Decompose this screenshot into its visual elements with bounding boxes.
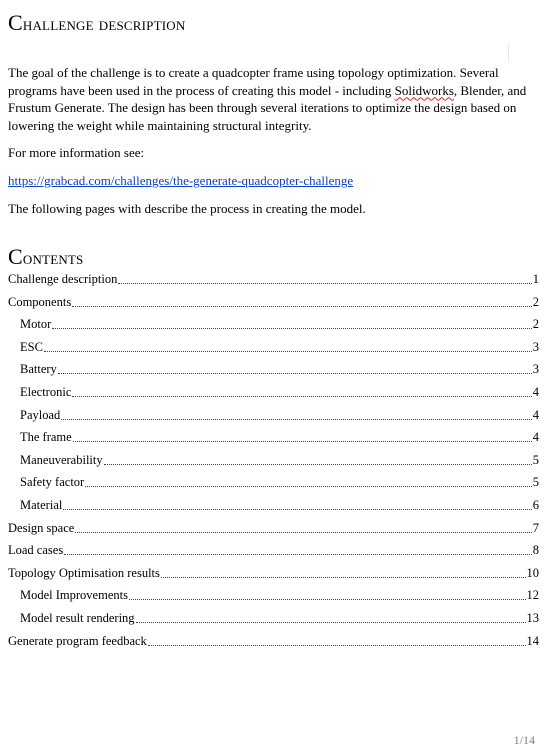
toc-entry-page: 8 — [532, 543, 539, 558]
heading-initial: C — [8, 10, 23, 35]
heading-challenge-description — [8, 10, 185, 36]
toc-entry[interactable] — [8, 293, 539, 311]
toc-entry-title: Material — [20, 498, 63, 512]
toc-entry-title: Model result rendering — [20, 611, 135, 625]
toc-leader-dots — [136, 621, 526, 623]
toc-leader-dots — [129, 598, 526, 600]
heading-contents — [8, 244, 84, 270]
toc-entry-title: Electronic — [20, 385, 72, 399]
toc-entry-page: 10 — [526, 565, 539, 580]
toc-entry[interactable] — [20, 496, 539, 514]
toc-entry-title: Maneuverability — [20, 452, 103, 467]
toc-leader-dots — [58, 372, 532, 374]
toc-entry-page: 13 — [526, 611, 539, 625]
toc-entry[interactable] — [8, 632, 539, 650]
toc-leader-dots — [63, 508, 531, 510]
toc-entry-page: 2 — [532, 294, 539, 309]
toc-entry-page: 5 — [532, 475, 539, 490]
toc-entry-page: 4 — [532, 385, 539, 399]
toc-entry-page: 6 — [532, 498, 539, 512]
following-paragraph: The following pages with describe the process in creating the model. — [8, 201, 366, 216]
toc-entry[interactable] — [20, 315, 539, 333]
toc-entry[interactable] — [8, 541, 539, 559]
challenge-link[interactable]: https://grabcad.com/challenges/the-generate-quadcopter-challenge — [8, 173, 354, 188]
toc-entry-page: 3 — [532, 339, 539, 354]
toc-entry[interactable] — [20, 338, 539, 356]
toc-entry-title: Payload — [20, 407, 61, 422]
toc-entry[interactable] — [20, 473, 539, 491]
more-info-paragraph: For more information see: — [8, 145, 145, 160]
toc-leader-dots — [161, 576, 526, 578]
toc-entry-page: 2 — [532, 317, 539, 332]
spellcheck-flagged-word[interactable]: Solidworks — [394, 82, 454, 98]
toc-leader-dots — [44, 350, 532, 352]
toc-entry[interactable] — [8, 519, 539, 537]
toc-entry-page: 1 — [532, 272, 539, 286]
toc-leader-dots — [75, 531, 531, 533]
toc-entry-page: 3 — [532, 362, 539, 377]
toc-entry[interactable] — [20, 451, 539, 469]
toc-entry-title: Model Improvements — [20, 588, 128, 603]
heading-rest: hallenge description — [22, 14, 186, 35]
toc-leader-dots — [73, 440, 532, 442]
toc-entry[interactable] — [20, 428, 539, 446]
toc-leader-dots — [118, 282, 531, 284]
toc-entry-page: 14 — [526, 633, 539, 648]
toc-entry-title: ESC — [20, 339, 43, 354]
toc-entry-page: 4 — [532, 430, 539, 445]
toc-leader-dots — [85, 485, 532, 487]
toc-entry-title: Topology Optimisation results — [8, 565, 160, 580]
page-number: 1/14 — [513, 733, 535, 747]
toc-entry[interactable] — [20, 406, 539, 424]
toc-leader-dots — [52, 327, 532, 329]
toc-entry-title: Challenge description — [8, 272, 118, 286]
toc-entry-title: Safety factor — [20, 475, 85, 490]
toc-entry[interactable] — [20, 586, 539, 604]
toc-entry-title: Load cases — [8, 543, 64, 558]
toc-entry[interactable] — [8, 270, 539, 288]
toc-entry-title: The frame — [20, 430, 72, 445]
toc-leader-dots — [61, 418, 531, 420]
heading-rest: ontents — [22, 248, 84, 269]
toc-entry[interactable] — [8, 564, 539, 582]
margin-mark — [508, 44, 509, 62]
toc-entry-title: Generate program feedback — [8, 633, 147, 648]
toc-entry-title: Components — [8, 294, 72, 309]
intro-text-before: The goal of the challenge is to create a quadcopter frame using topology optimization. Several programs have been used in the process of creating this model - including — [8, 65, 499, 98]
toc-entry-page: 7 — [532, 520, 539, 535]
toc-leader-dots — [148, 644, 526, 646]
toc-leader-dots — [72, 305, 532, 307]
toc-entry-title: Motor — [20, 317, 52, 332]
toc-entry-title: Design space — [8, 520, 75, 535]
intro-paragraph — [8, 64, 542, 134]
toc-entry-title: Battery — [20, 362, 57, 377]
toc-entry[interactable] — [20, 383, 539, 401]
toc-leader-dots — [64, 553, 532, 555]
toc-entry-page: 4 — [532, 407, 539, 422]
toc-entry[interactable] — [20, 609, 539, 627]
heading-initial: C — [8, 244, 23, 269]
toc-leader-dots — [104, 463, 532, 465]
toc-entry[interactable] — [20, 360, 539, 378]
toc-entry-page: 12 — [526, 588, 539, 603]
toc-leader-dots — [72, 395, 531, 397]
toc-entry-page: 5 — [532, 452, 539, 467]
intro-text-after: , Blender, and Frustum Generate. The design has been through several iterations to optimize the design based on lowering the weight while maintaining structural integrity. — [8, 82, 527, 133]
